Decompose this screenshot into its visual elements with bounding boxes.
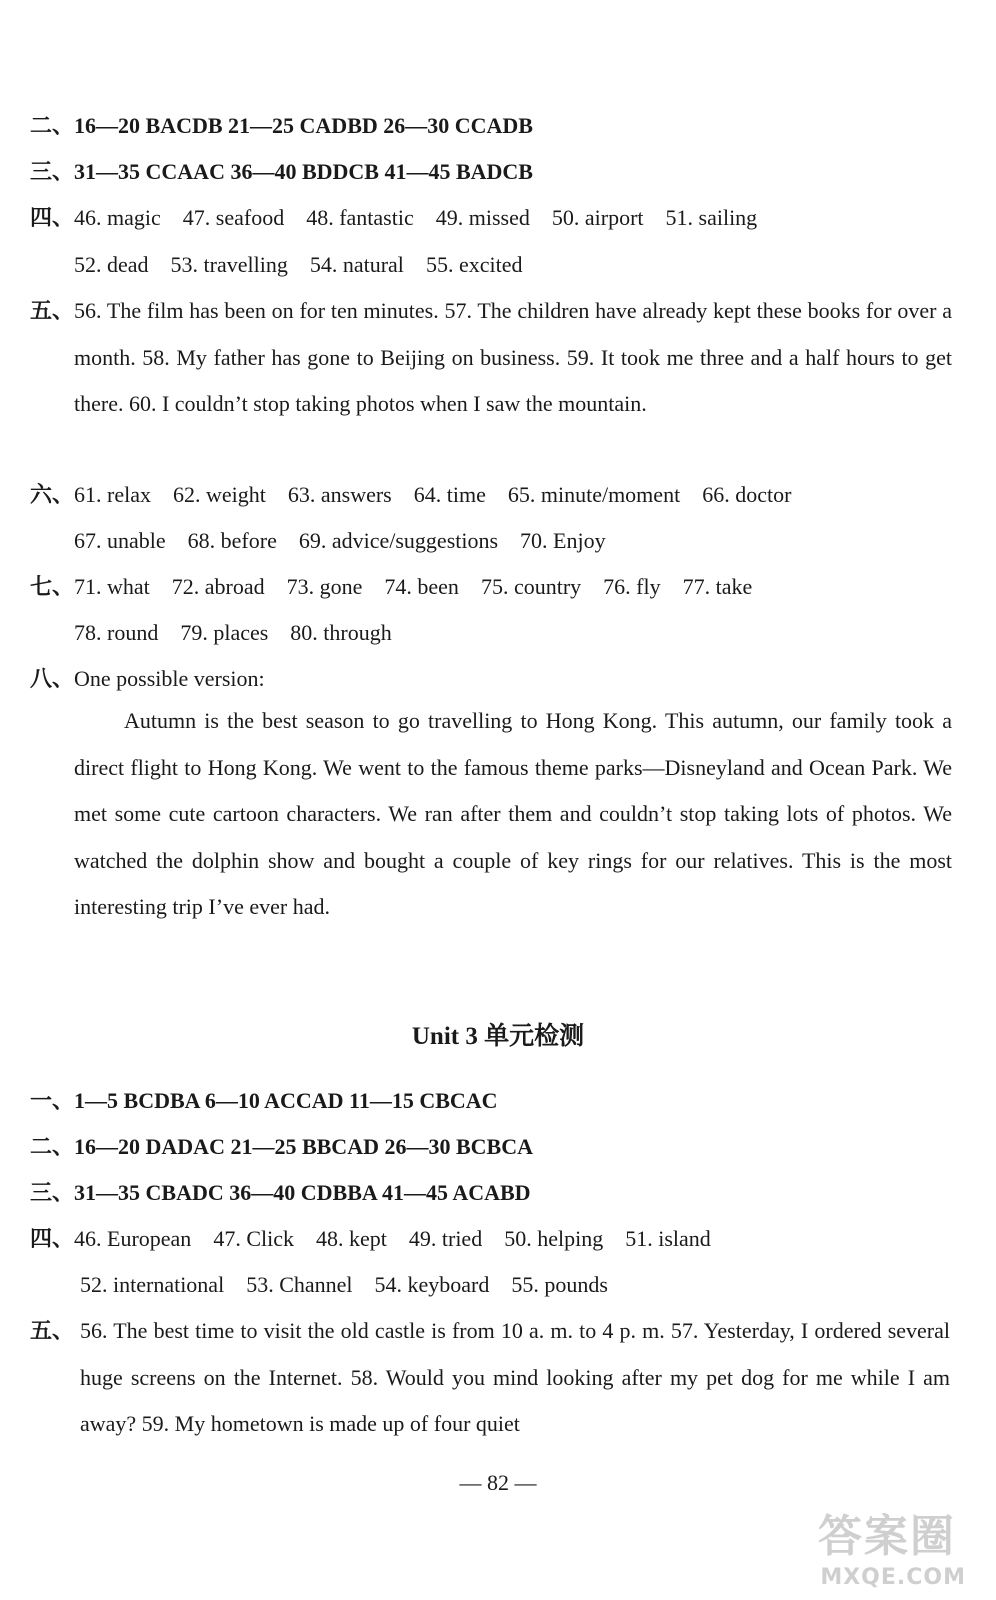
u2-section-7-line1 [30,572,960,602]
u3-section-1 [30,1086,960,1116]
answer-item: 72. abroad [171,574,265,599]
answer-item: 74. been [384,574,459,599]
u2-section-4-line1 [30,203,960,233]
section-label: 三、 [30,159,75,184]
section-label: 二、 [30,113,75,138]
u3-section-3 [30,1178,960,1208]
answer-item: 55. pounds [511,1272,608,1297]
u3-section-4-line1 [30,1224,960,1254]
u2-section-6-line1 [30,480,960,510]
essay-intro: One possible version: [74,666,265,691]
section-label: 三、 [30,1180,75,1205]
watermark-url: MXQE.COM [820,1565,966,1590]
section-answers: 31—35 CCAAC 36—40 BDDCB 41—45 BADCB [74,159,533,184]
answer-item: 52. dead [74,252,149,277]
answer-item: 61. relax [74,482,151,507]
section-answers: 31—35 CBADC 36—40 CDBBA 41—45 ACABD [74,1180,531,1205]
answer-item: 78. round [74,620,159,645]
answer-item: 48. fantastic [306,205,414,230]
answer-item: 46. European [74,1226,192,1251]
answer-item: 67. unable [74,528,166,553]
answer-item: 71. what [74,574,150,599]
u2-section-7-line2 [74,618,954,648]
answer-item: 69. advice/suggestions [298,528,499,553]
u2-section-4-line2 [74,250,954,280]
answer-item: 46. magic [74,205,161,230]
answer-item: 62. weight [172,482,266,507]
watermark-logo-text: 答案圈 [818,1511,956,1562]
answer-item: 50. helping [504,1226,604,1251]
section-answers: 1—5 BCDBA 6—10 ACCAD 11—15 CBCAC [74,1088,498,1113]
u2-section-2 [30,111,960,141]
answer-item: 50. airport [551,205,644,230]
u2-section-3 [30,157,960,187]
answer-item: 53. Channel [246,1272,353,1297]
answer-item: 55. excited [425,252,523,277]
u3-section-2 [30,1132,960,1162]
answer-item: 77. take [682,574,753,599]
answer-item: 52. international [80,1272,225,1297]
answer-item: 54. natural [309,252,404,277]
section-label: 六、 [30,482,75,507]
answer-item: 51. sailing [665,205,758,230]
section-label: 二、 [30,1134,75,1159]
answer-item: 75. country [480,574,582,599]
answer-item: 53. travelling [170,252,288,277]
answer-item: 54. keyboard [374,1272,490,1297]
u2-section-5-label: 五、 [30,298,75,323]
answer-item: 80. through [290,620,392,645]
answer-item: 70. Enjoy [520,528,606,553]
u2-section-8-intro [30,664,960,694]
u2-section-6-line2 [74,526,954,556]
answer-item: 63. answers [287,482,392,507]
u3-section-5-sentences: 56. The best time to visit the old castle is from 10 a. m. to 4 p. m. 57. Yesterday, I ordered several huge screens on the Internet. 58. Would you mind looking after my pet dog for me while I am away? 59. My hometown is made up of four quiet [80,1318,950,1436]
section-answers: 16—20 BACDB 21—25 CADBD 26—30 CCADB [74,113,533,138]
answer-item: 79. places [180,620,269,645]
answer-item: 65. minute/moment [507,482,681,507]
section-answers: 16—20 DADAC 21—25 BBCAD 26—30 BCBCA [74,1134,533,1159]
page-number: — 82 — [459,1470,537,1495]
answer-item: 48. kept [315,1226,387,1251]
section-label: 四、 [30,205,75,230]
answer-item: 49. tried [408,1226,483,1251]
unit-3-title: Unit 3 单元检测 [411,1023,585,1050]
model-essay: Autumn is the best season to go travelling to Hong Kong. This autumn, our family took a direct flight to Hong Kong. We went to the famous theme parks—Disneyland and Ocean Park. We met some cute cartoon characters. We ran after them and couldn’t stop taking lots of photos. We watched the dolphin show and bought a couple of key rings for our relatives. This is the most interesting trip I’ve ever had. [74,708,952,919]
answer-item: 49. missed [435,205,530,230]
site-watermark [786,1500,966,1590]
section-label: 七、 [30,574,75,599]
answer-item: 64. time [413,482,486,507]
u2-section-5-sentences: 56. The film has been on for ten minutes. 57. The children have already kept these books for over a month. 58. My father has gone to Beijing on business. 59. It took me three and a half hours to get there. 60. I couldn’t stop taking photos when I saw the mountain. [74,298,952,416]
answer-item: 47. seafood [182,205,285,230]
answer-item: 68. before [187,528,277,553]
answer-item: 51. island [625,1226,711,1251]
section-label: 一、 [30,1088,75,1113]
answer-item: 73. gone [286,574,363,599]
answer-item: 66. doctor [702,482,792,507]
u3-section-4-line2 [80,1270,954,1300]
section-label: 四、 [30,1226,75,1251]
section-label: 八、 [30,666,75,691]
answer-item: 76. fly [603,574,661,599]
answer-item: 47. Click [213,1226,294,1251]
u3-section-5-label: 五、 [30,1318,75,1343]
